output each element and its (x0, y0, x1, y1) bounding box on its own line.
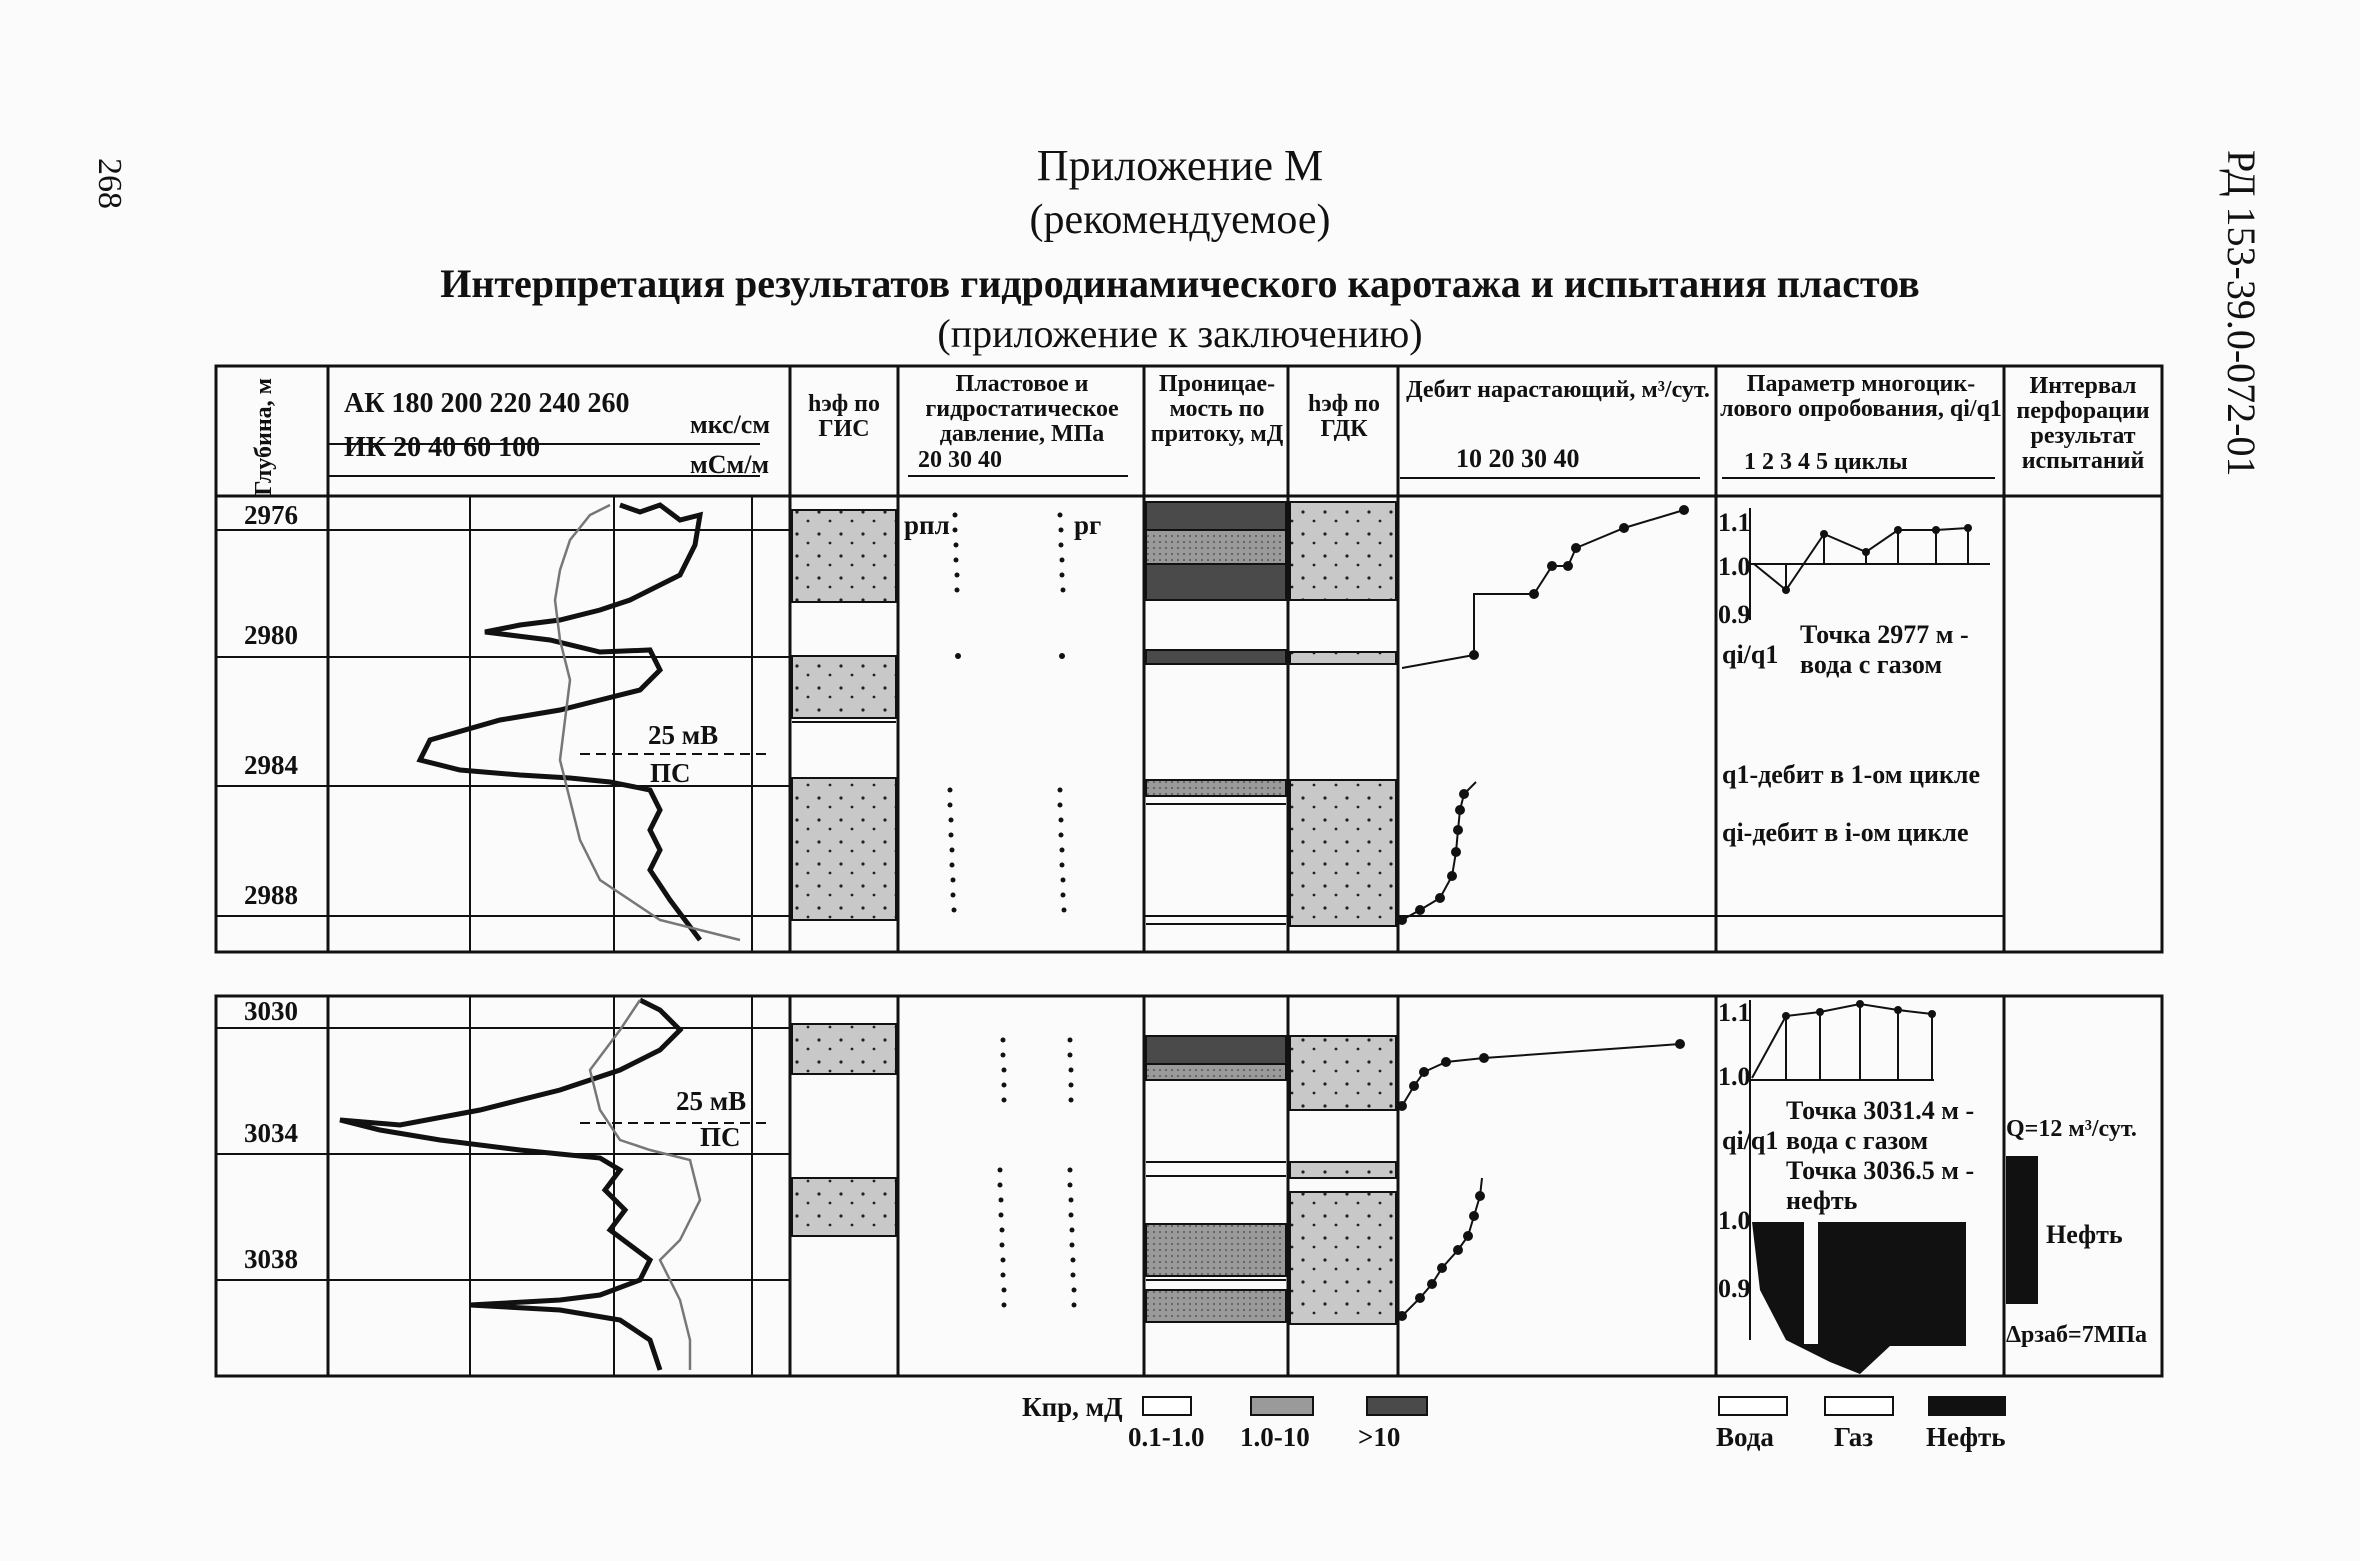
depth-label: 2984 (244, 750, 298, 780)
legend-oil: Нефть (1926, 1422, 2006, 1452)
legend-swatch-water (1718, 1396, 1788, 1416)
gis-interval (792, 1024, 896, 1074)
legend-gas: Газ (1834, 1422, 1874, 1452)
perforation-rate: Q=12 м³/сут. (2006, 1116, 2137, 1142)
header-ak-unit: мкс/см (690, 410, 771, 439)
header-rate: Дебит нарастающий, м³/сут. (1406, 377, 1710, 403)
rate-curves (1402, 510, 1684, 1316)
header-depth: Глубина, м (251, 378, 277, 496)
document-code: РД 153-39.0-072-01 (2219, 150, 2264, 477)
tick-label: 1.0 (1718, 1062, 1751, 1091)
gis-interval (792, 1178, 896, 1236)
ak-curve-bottom (340, 1000, 680, 1370)
axis-label: qi/q1 (1722, 1126, 1779, 1155)
main-title: Интерпретация результатов гидродинамического каротажа и испытания пластов (440, 261, 1920, 306)
header-permeability: Проницае-мость по притоку, мД (1150, 371, 1284, 447)
note-bottom: Точка 3031.4 м - вода с газом Точка 3036.5 м - нефть (1786, 1096, 1975, 1215)
header-perforation: Интервал перфорации результат испытаний (2016, 373, 2150, 474)
header-rate-ticks: 10 20 30 40 (1456, 444, 1580, 473)
tick-label: 1.1 (1718, 508, 1751, 537)
depth-label: 2976 (244, 500, 298, 530)
gis-interval (792, 656, 896, 718)
legend-kpr-high: >10 (1358, 1422, 1401, 1452)
tick-label: 1.0 (1718, 552, 1751, 581)
header-pressure: Пластовое и гидростатическое давление, МПа (925, 371, 1119, 447)
reservoir-pressure-label: pпл (904, 510, 950, 540)
depth-label: 2988 (244, 880, 298, 910)
depth-label: 2980 (244, 620, 298, 650)
depth-label: 3038 (244, 1244, 298, 1274)
gis-interval (792, 510, 896, 602)
header-ik-scale: ИК 20 40 60 100 (344, 432, 541, 463)
legend-swatch-gas (1824, 1396, 1894, 1416)
depth-label: 3034 (244, 1118, 298, 1148)
legend-kpr-mid: 1.0-10 (1240, 1422, 1310, 1452)
header-multicycle: Параметр многоцик-лового опробования, qi/q1 (1720, 371, 2002, 422)
legend-kpr-title: Кпр, мД (1022, 1392, 1123, 1422)
depth-label: 3030 (244, 996, 298, 1026)
header-cycles: 1 2 3 4 5 циклы (1744, 449, 1908, 475)
note-top: Точка 2977 м - вода с газом (1800, 620, 1969, 679)
gdk-intervals (1290, 502, 1396, 1324)
note-q1: q1-дебит в 1-ом цикле (1722, 760, 1981, 789)
appendix-title: Приложение М (1036, 141, 1324, 190)
header-ik-unit: мСм/м (690, 450, 770, 479)
perforation-drawdown: Δpзаб=7МПа (2006, 1322, 2148, 1348)
gis-interval (792, 778, 896, 920)
header-heff-gis: hэф по ГИС (807, 391, 880, 442)
perforation-fluid: Нефть (2046, 1220, 2123, 1249)
header-pressure-ticks: 20 30 40 (918, 447, 1002, 473)
ps-curve-label: ПС (650, 758, 691, 788)
note-qi: qi-дебит в i-ом цикле (1722, 818, 1969, 847)
legend-kpr-low: 0.1-1.0 (1128, 1422, 1205, 1452)
legend-swatch-high (1366, 1396, 1428, 1416)
subtitle: (приложение к заключению) (937, 311, 1423, 356)
rate-points (1397, 505, 1689, 1321)
legend-swatch-mid (1250, 1396, 1314, 1416)
tick-label: 1.1 (1718, 998, 1751, 1027)
header-ak-scale: АК 180 200 220 240 260 (344, 388, 630, 419)
legend-swatch-low (1142, 1396, 1192, 1416)
pressure-dots (948, 513, 1077, 1308)
axis-label: qi/q1 (1722, 640, 1779, 669)
ps-scale-label: 25 мВ (676, 1086, 747, 1116)
hydrostatic-pressure-label: pг (1074, 510, 1102, 540)
header-heff-gdk: hэф по ГДК (1307, 391, 1380, 442)
tick-label: 0.9 (1718, 600, 1751, 629)
ps-curve-label: ПС (700, 1122, 741, 1152)
legend-water: Вода (1716, 1422, 1774, 1452)
appendix-note: (рекомендуемое) (1029, 197, 1331, 243)
perforation-bar (2006, 1156, 2038, 1304)
tick-label: 0.9 (1718, 1274, 1751, 1303)
page-number: 268 (91, 158, 128, 209)
ps-scale-label: 25 мВ (648, 720, 719, 750)
multicycle-top (1750, 508, 1990, 620)
legend-swatch-oil (1928, 1396, 2006, 1416)
permeability-intervals (1146, 502, 1286, 1322)
oil-fill (1752, 1222, 1966, 1374)
tick-label: 1.0 (1718, 1206, 1751, 1235)
